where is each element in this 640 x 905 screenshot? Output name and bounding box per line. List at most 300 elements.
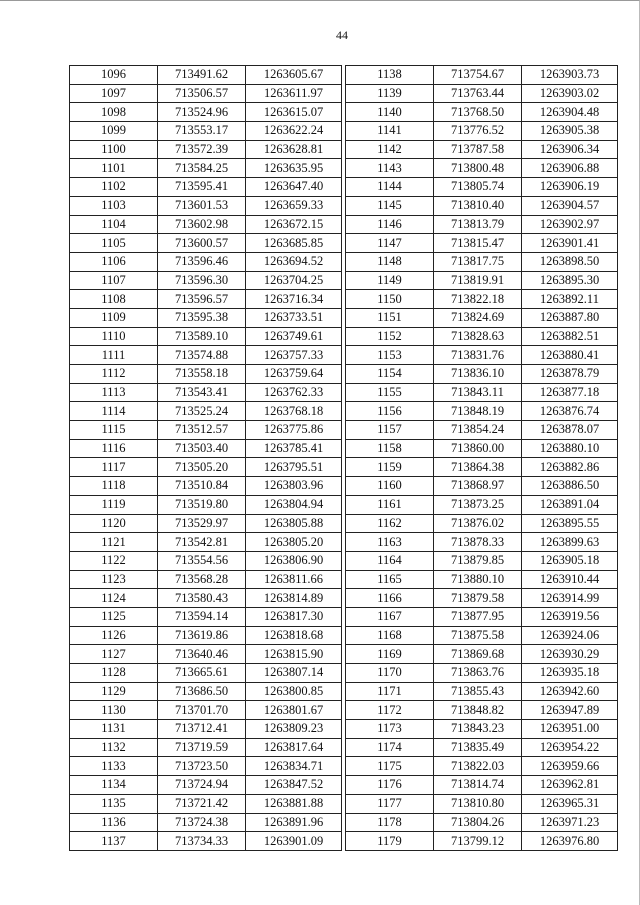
y-coordinate-cell: 1263962.81 [522,776,618,795]
table-row [70,365,342,384]
x-coordinate-cell: 713877.95 [434,607,522,626]
x-coordinate-cell: 713787.58 [434,140,522,159]
x-coordinate-cell: 713584.25 [158,159,246,178]
table-row [346,439,618,458]
x-coordinate-cell: 713864.38 [434,458,522,477]
table-row [70,439,342,458]
x-coordinate-cell: 713510.84 [158,477,246,496]
point-number-cell: 1150 [346,290,434,309]
x-coordinate-cell: 713529.97 [158,514,246,533]
point-number-cell: 1096 [70,66,158,85]
point-number-cell: 1132 [70,738,158,757]
table-row [70,383,342,402]
y-coordinate-cell: 1263902.97 [522,215,618,234]
point-number-cell: 1147 [346,234,434,253]
point-number-cell: 1167 [346,607,434,626]
table-row [346,103,618,122]
x-coordinate-cell: 713843.23 [434,720,522,739]
point-number-cell: 1117 [70,458,158,477]
y-coordinate-cell: 1263611.97 [246,84,342,103]
y-coordinate-cell: 1263901.41 [522,234,618,253]
point-number-cell: 1110 [70,327,158,346]
point-number-cell: 1103 [70,196,158,215]
y-coordinate-cell: 1263659.33 [246,196,342,215]
table-row [70,757,342,776]
point-number-cell: 1175 [346,757,434,776]
table-row [346,402,618,421]
y-coordinate-cell: 1263906.34 [522,140,618,159]
point-number-cell: 1111 [70,346,158,365]
point-number-cell: 1146 [346,215,434,234]
x-coordinate-cell: 713810.40 [434,196,522,215]
point-number-cell: 1113 [70,383,158,402]
point-number-cell: 1127 [70,645,158,664]
table-row [346,832,618,851]
table-row [70,66,342,85]
x-coordinate-cell: 713828.63 [434,327,522,346]
table-row [346,271,618,290]
y-coordinate-cell: 1263906.88 [522,159,618,178]
x-coordinate-cell: 713595.41 [158,178,246,197]
y-coordinate-cell: 1263635.95 [246,159,342,178]
table-row [346,645,618,664]
table-row [70,290,342,309]
y-coordinate-cell: 1263877.18 [522,383,618,402]
x-coordinate-cell: 713512.57 [158,421,246,440]
table-row [346,140,618,159]
point-number-cell: 1133 [70,757,158,776]
point-number-cell: 1170 [346,664,434,683]
point-number-cell: 1126 [70,626,158,645]
y-coordinate-cell: 1263904.57 [522,196,618,215]
x-coordinate-cell: 713602.98 [158,215,246,234]
x-coordinate-cell: 713723.50 [158,757,246,776]
y-coordinate-cell: 1263904.48 [522,103,618,122]
table-row [70,84,342,103]
y-coordinate-cell: 1263892.11 [522,290,618,309]
x-coordinate-cell: 713836.10 [434,365,522,384]
x-coordinate-cell: 713519.80 [158,495,246,514]
table-row [346,178,618,197]
y-coordinate-cell: 1263716.34 [246,290,342,309]
point-number-cell: 1142 [346,140,434,159]
table-row [70,794,342,813]
table-row [346,776,618,795]
point-number-cell: 1138 [346,66,434,85]
x-coordinate-cell: 713589.10 [158,327,246,346]
y-coordinate-cell: 1263878.07 [522,421,618,440]
x-coordinate-cell: 713595.38 [158,308,246,327]
table-row [70,626,342,645]
y-coordinate-cell: 1263733.51 [246,308,342,327]
y-coordinate-cell: 1263694.52 [246,252,342,271]
table-row [70,645,342,664]
point-number-cell: 1139 [346,84,434,103]
x-coordinate-cell: 713855.43 [434,682,522,701]
y-coordinate-cell: 1263880.10 [522,439,618,458]
point-number-cell: 1177 [346,794,434,813]
table-row [70,514,342,533]
point-number-cell: 1143 [346,159,434,178]
y-coordinate-cell: 1263901.09 [246,832,342,851]
x-coordinate-cell: 713799.12 [434,832,522,851]
point-number-cell: 1106 [70,252,158,271]
y-coordinate-cell: 1263881.88 [246,794,342,813]
x-coordinate-cell: 713719.59 [158,738,246,757]
point-number-cell: 1166 [346,589,434,608]
x-coordinate-cell: 713869.68 [434,645,522,664]
table-row [70,477,342,496]
point-number-cell: 1172 [346,701,434,720]
table-row [346,458,618,477]
point-number-cell: 1120 [70,514,158,533]
x-coordinate-cell: 713543.41 [158,383,246,402]
x-coordinate-cell: 713878.33 [434,533,522,552]
y-coordinate-cell: 1263805.88 [246,514,342,533]
x-coordinate-cell: 713665.61 [158,664,246,683]
x-coordinate-cell: 713491.62 [158,66,246,85]
point-number-cell: 1114 [70,402,158,421]
point-number-cell: 1100 [70,140,158,159]
point-number-cell: 1179 [346,832,434,851]
x-coordinate-cell: 713863.76 [434,664,522,683]
y-coordinate-cell: 1263876.74 [522,402,618,421]
x-coordinate-cell: 713814.74 [434,776,522,795]
table-row [70,234,342,253]
x-coordinate-cell: 713734.33 [158,832,246,851]
table-row [346,757,618,776]
x-coordinate-cell: 713875.58 [434,626,522,645]
point-number-cell: 1109 [70,308,158,327]
table-row [346,66,618,85]
table-row [346,365,618,384]
x-coordinate-cell: 713824.69 [434,308,522,327]
x-coordinate-cell: 713596.46 [158,252,246,271]
point-number-cell: 1163 [346,533,434,552]
table-row [70,738,342,757]
table-row [70,813,342,832]
point-number-cell: 1115 [70,421,158,440]
point-number-cell: 1097 [70,84,158,103]
table-row [70,607,342,626]
x-coordinate-cell: 713843.11 [434,383,522,402]
table-row [346,122,618,141]
table-row [70,140,342,159]
y-coordinate-cell: 1263910.44 [522,570,618,589]
x-coordinate-cell: 713525.24 [158,402,246,421]
y-coordinate-cell: 1263898.50 [522,252,618,271]
point-number-cell: 1155 [346,383,434,402]
table-row [70,701,342,720]
x-coordinate-cell: 713574.88 [158,346,246,365]
x-coordinate-cell: 713880.10 [434,570,522,589]
x-coordinate-cell: 713848.19 [434,402,522,421]
x-coordinate-cell: 713600.57 [158,234,246,253]
y-coordinate-cell: 1263847.52 [246,776,342,795]
point-number-cell: 1102 [70,178,158,197]
x-coordinate-cell: 713854.24 [434,421,522,440]
x-coordinate-cell: 713815.47 [434,234,522,253]
y-coordinate-cell: 1263804.94 [246,495,342,514]
table-row [70,346,342,365]
table-row [346,533,618,552]
point-number-cell: 1124 [70,589,158,608]
x-coordinate-cell: 713553.17 [158,122,246,141]
table-row [346,308,618,327]
point-number-cell: 1101 [70,159,158,178]
x-coordinate-cell: 713712.41 [158,720,246,739]
x-coordinate-cell: 713506.57 [158,84,246,103]
y-coordinate-cell: 1263801.67 [246,701,342,720]
point-number-cell: 1108 [70,290,158,309]
table-row [70,720,342,739]
x-coordinate-cell: 713640.46 [158,645,246,664]
x-coordinate-cell: 713580.43 [158,589,246,608]
table-row [70,664,342,683]
point-number-cell: 1128 [70,664,158,683]
point-number-cell: 1157 [346,421,434,440]
y-coordinate-cell: 1263704.25 [246,271,342,290]
x-coordinate-cell: 713876.02 [434,514,522,533]
table-row [70,832,342,851]
table-row [70,495,342,514]
point-number-cell: 1137 [70,832,158,851]
y-coordinate-cell: 1263795.51 [246,458,342,477]
x-coordinate-cell: 713724.38 [158,813,246,832]
y-coordinate-cell: 1263622.24 [246,122,342,141]
x-coordinate-cell: 713701.70 [158,701,246,720]
point-number-cell: 1156 [346,402,434,421]
point-number-cell: 1134 [70,776,158,795]
x-coordinate-cell: 713572.39 [158,140,246,159]
x-coordinate-cell: 713568.28 [158,570,246,589]
table-row [346,701,618,720]
table-row [70,196,342,215]
y-coordinate-cell: 1263903.73 [522,66,618,85]
y-coordinate-cell: 1263959.66 [522,757,618,776]
y-coordinate-cell: 1263914.99 [522,589,618,608]
y-coordinate-cell: 1263942.60 [522,682,618,701]
y-coordinate-cell: 1263880.41 [522,346,618,365]
x-coordinate-cell: 713554.56 [158,551,246,570]
table-row [346,327,618,346]
x-coordinate-cell: 713776.52 [434,122,522,141]
table-row [70,533,342,552]
y-coordinate-cell: 1263905.38 [522,122,618,141]
point-number-cell: 1119 [70,495,158,514]
y-coordinate-cell: 1263891.04 [522,495,618,514]
table-row [346,346,618,365]
table-row [346,252,618,271]
coordinates-table-right [345,65,618,851]
x-coordinate-cell: 713822.18 [434,290,522,309]
x-coordinate-cell: 713822.03 [434,757,522,776]
y-coordinate-cell: 1263899.63 [522,533,618,552]
point-number-cell: 1129 [70,682,158,701]
y-coordinate-cell: 1263800.85 [246,682,342,701]
x-coordinate-cell: 713860.00 [434,439,522,458]
y-coordinate-cell: 1263814.89 [246,589,342,608]
table-row [70,103,342,122]
y-coordinate-cell: 1263882.51 [522,327,618,346]
y-coordinate-cell: 1263891.96 [246,813,342,832]
y-coordinate-cell: 1263878.79 [522,365,618,384]
table-row [70,682,342,701]
x-coordinate-cell: 713817.75 [434,252,522,271]
table-row [346,421,618,440]
point-number-cell: 1131 [70,720,158,739]
x-coordinate-cell: 713873.25 [434,495,522,514]
point-number-cell: 1130 [70,701,158,720]
point-number-cell: 1161 [346,495,434,514]
y-coordinate-cell: 1263882.86 [522,458,618,477]
point-number-cell: 1174 [346,738,434,757]
y-coordinate-cell: 1263895.55 [522,514,618,533]
x-coordinate-cell: 713831.76 [434,346,522,365]
table-row [346,607,618,626]
point-number-cell: 1121 [70,533,158,552]
y-coordinate-cell: 1263775.86 [246,421,342,440]
x-coordinate-cell: 713686.50 [158,682,246,701]
point-number-cell: 1148 [346,252,434,271]
y-coordinate-cell: 1263965.31 [522,794,618,813]
point-number-cell: 1158 [346,439,434,458]
point-number-cell: 1107 [70,271,158,290]
point-number-cell: 1160 [346,477,434,496]
table-row [346,383,618,402]
y-coordinate-cell: 1263815.90 [246,645,342,664]
x-coordinate-cell: 713879.58 [434,589,522,608]
x-coordinate-cell: 713594.14 [158,607,246,626]
x-coordinate-cell: 713768.50 [434,103,522,122]
y-coordinate-cell: 1263672.15 [246,215,342,234]
page-number: 44 [336,28,348,42]
y-coordinate-cell: 1263803.96 [246,477,342,496]
point-number-cell: 1173 [346,720,434,739]
point-number-cell: 1165 [346,570,434,589]
y-coordinate-cell: 1263817.64 [246,738,342,757]
point-number-cell: 1123 [70,570,158,589]
x-coordinate-cell: 713819.91 [434,271,522,290]
table-row [70,776,342,795]
y-coordinate-cell: 1263834.71 [246,757,342,776]
x-coordinate-cell: 713763.44 [434,84,522,103]
y-coordinate-cell: 1263930.29 [522,645,618,664]
table-row [346,290,618,309]
y-coordinate-cell: 1263811.66 [246,570,342,589]
point-number-cell: 1125 [70,607,158,626]
point-number-cell: 1099 [70,122,158,141]
x-coordinate-cell: 713558.18 [158,365,246,384]
y-coordinate-cell: 1263951.00 [522,720,618,739]
table-row [346,514,618,533]
point-number-cell: 1135 [70,794,158,813]
table-row [346,159,618,178]
point-number-cell: 1136 [70,813,158,832]
y-coordinate-cell: 1263605.67 [246,66,342,85]
y-coordinate-cell: 1263947.89 [522,701,618,720]
point-number-cell: 1144 [346,178,434,197]
point-number-cell: 1112 [70,365,158,384]
x-coordinate-cell: 713619.86 [158,626,246,645]
y-coordinate-cell: 1263762.33 [246,383,342,402]
table-row [346,813,618,832]
point-number-cell: 1159 [346,458,434,477]
y-coordinate-cell: 1263886.50 [522,477,618,496]
point-number-cell: 1153 [346,346,434,365]
point-number-cell: 1162 [346,514,434,533]
table-row [346,551,618,570]
point-number-cell: 1105 [70,234,158,253]
y-coordinate-cell: 1263905.18 [522,551,618,570]
y-coordinate-cell: 1263785.41 [246,439,342,458]
table-row [70,122,342,141]
y-coordinate-cell: 1263817.30 [246,607,342,626]
x-coordinate-cell: 713879.85 [434,551,522,570]
y-coordinate-cell: 1263647.40 [246,178,342,197]
table-row [70,421,342,440]
x-coordinate-cell: 713813.79 [434,215,522,234]
table-row [70,402,342,421]
y-coordinate-cell: 1263749.61 [246,327,342,346]
point-number-cell: 1140 [346,103,434,122]
point-number-cell: 1164 [346,551,434,570]
coordinates-table-left [69,65,342,851]
point-number-cell: 1118 [70,477,158,496]
table-row [346,570,618,589]
table-row [70,589,342,608]
point-number-cell: 1141 [346,122,434,141]
y-coordinate-cell: 1263903.02 [522,84,618,103]
point-number-cell: 1122 [70,551,158,570]
table-row [346,215,618,234]
point-number-cell: 1168 [346,626,434,645]
x-coordinate-cell: 713524.96 [158,103,246,122]
x-coordinate-cell: 713721.42 [158,794,246,813]
x-coordinate-cell: 713835.49 [434,738,522,757]
table-row [70,327,342,346]
table-row [346,84,618,103]
table-row [70,570,342,589]
point-number-cell: 1171 [346,682,434,701]
y-coordinate-cell: 1263615.07 [246,103,342,122]
table-row [346,495,618,514]
table-row [70,458,342,477]
table-row [346,720,618,739]
point-number-cell: 1104 [70,215,158,234]
y-coordinate-cell: 1263818.68 [246,626,342,645]
table-row [70,252,342,271]
point-number-cell: 1149 [346,271,434,290]
y-coordinate-cell: 1263685.85 [246,234,342,253]
table-row [346,738,618,757]
x-coordinate-cell: 713754.67 [434,66,522,85]
table-row [346,477,618,496]
x-coordinate-cell: 713596.30 [158,271,246,290]
x-coordinate-cell: 713724.94 [158,776,246,795]
y-coordinate-cell: 1263954.22 [522,738,618,757]
point-number-cell: 1178 [346,813,434,832]
table-row [346,589,618,608]
y-coordinate-cell: 1263809.23 [246,720,342,739]
point-number-cell: 1116 [70,439,158,458]
point-number-cell: 1154 [346,365,434,384]
x-coordinate-cell: 713542.81 [158,533,246,552]
table-row [70,271,342,290]
table-row [346,794,618,813]
x-coordinate-cell: 713601.53 [158,196,246,215]
x-coordinate-cell: 713800.48 [434,159,522,178]
